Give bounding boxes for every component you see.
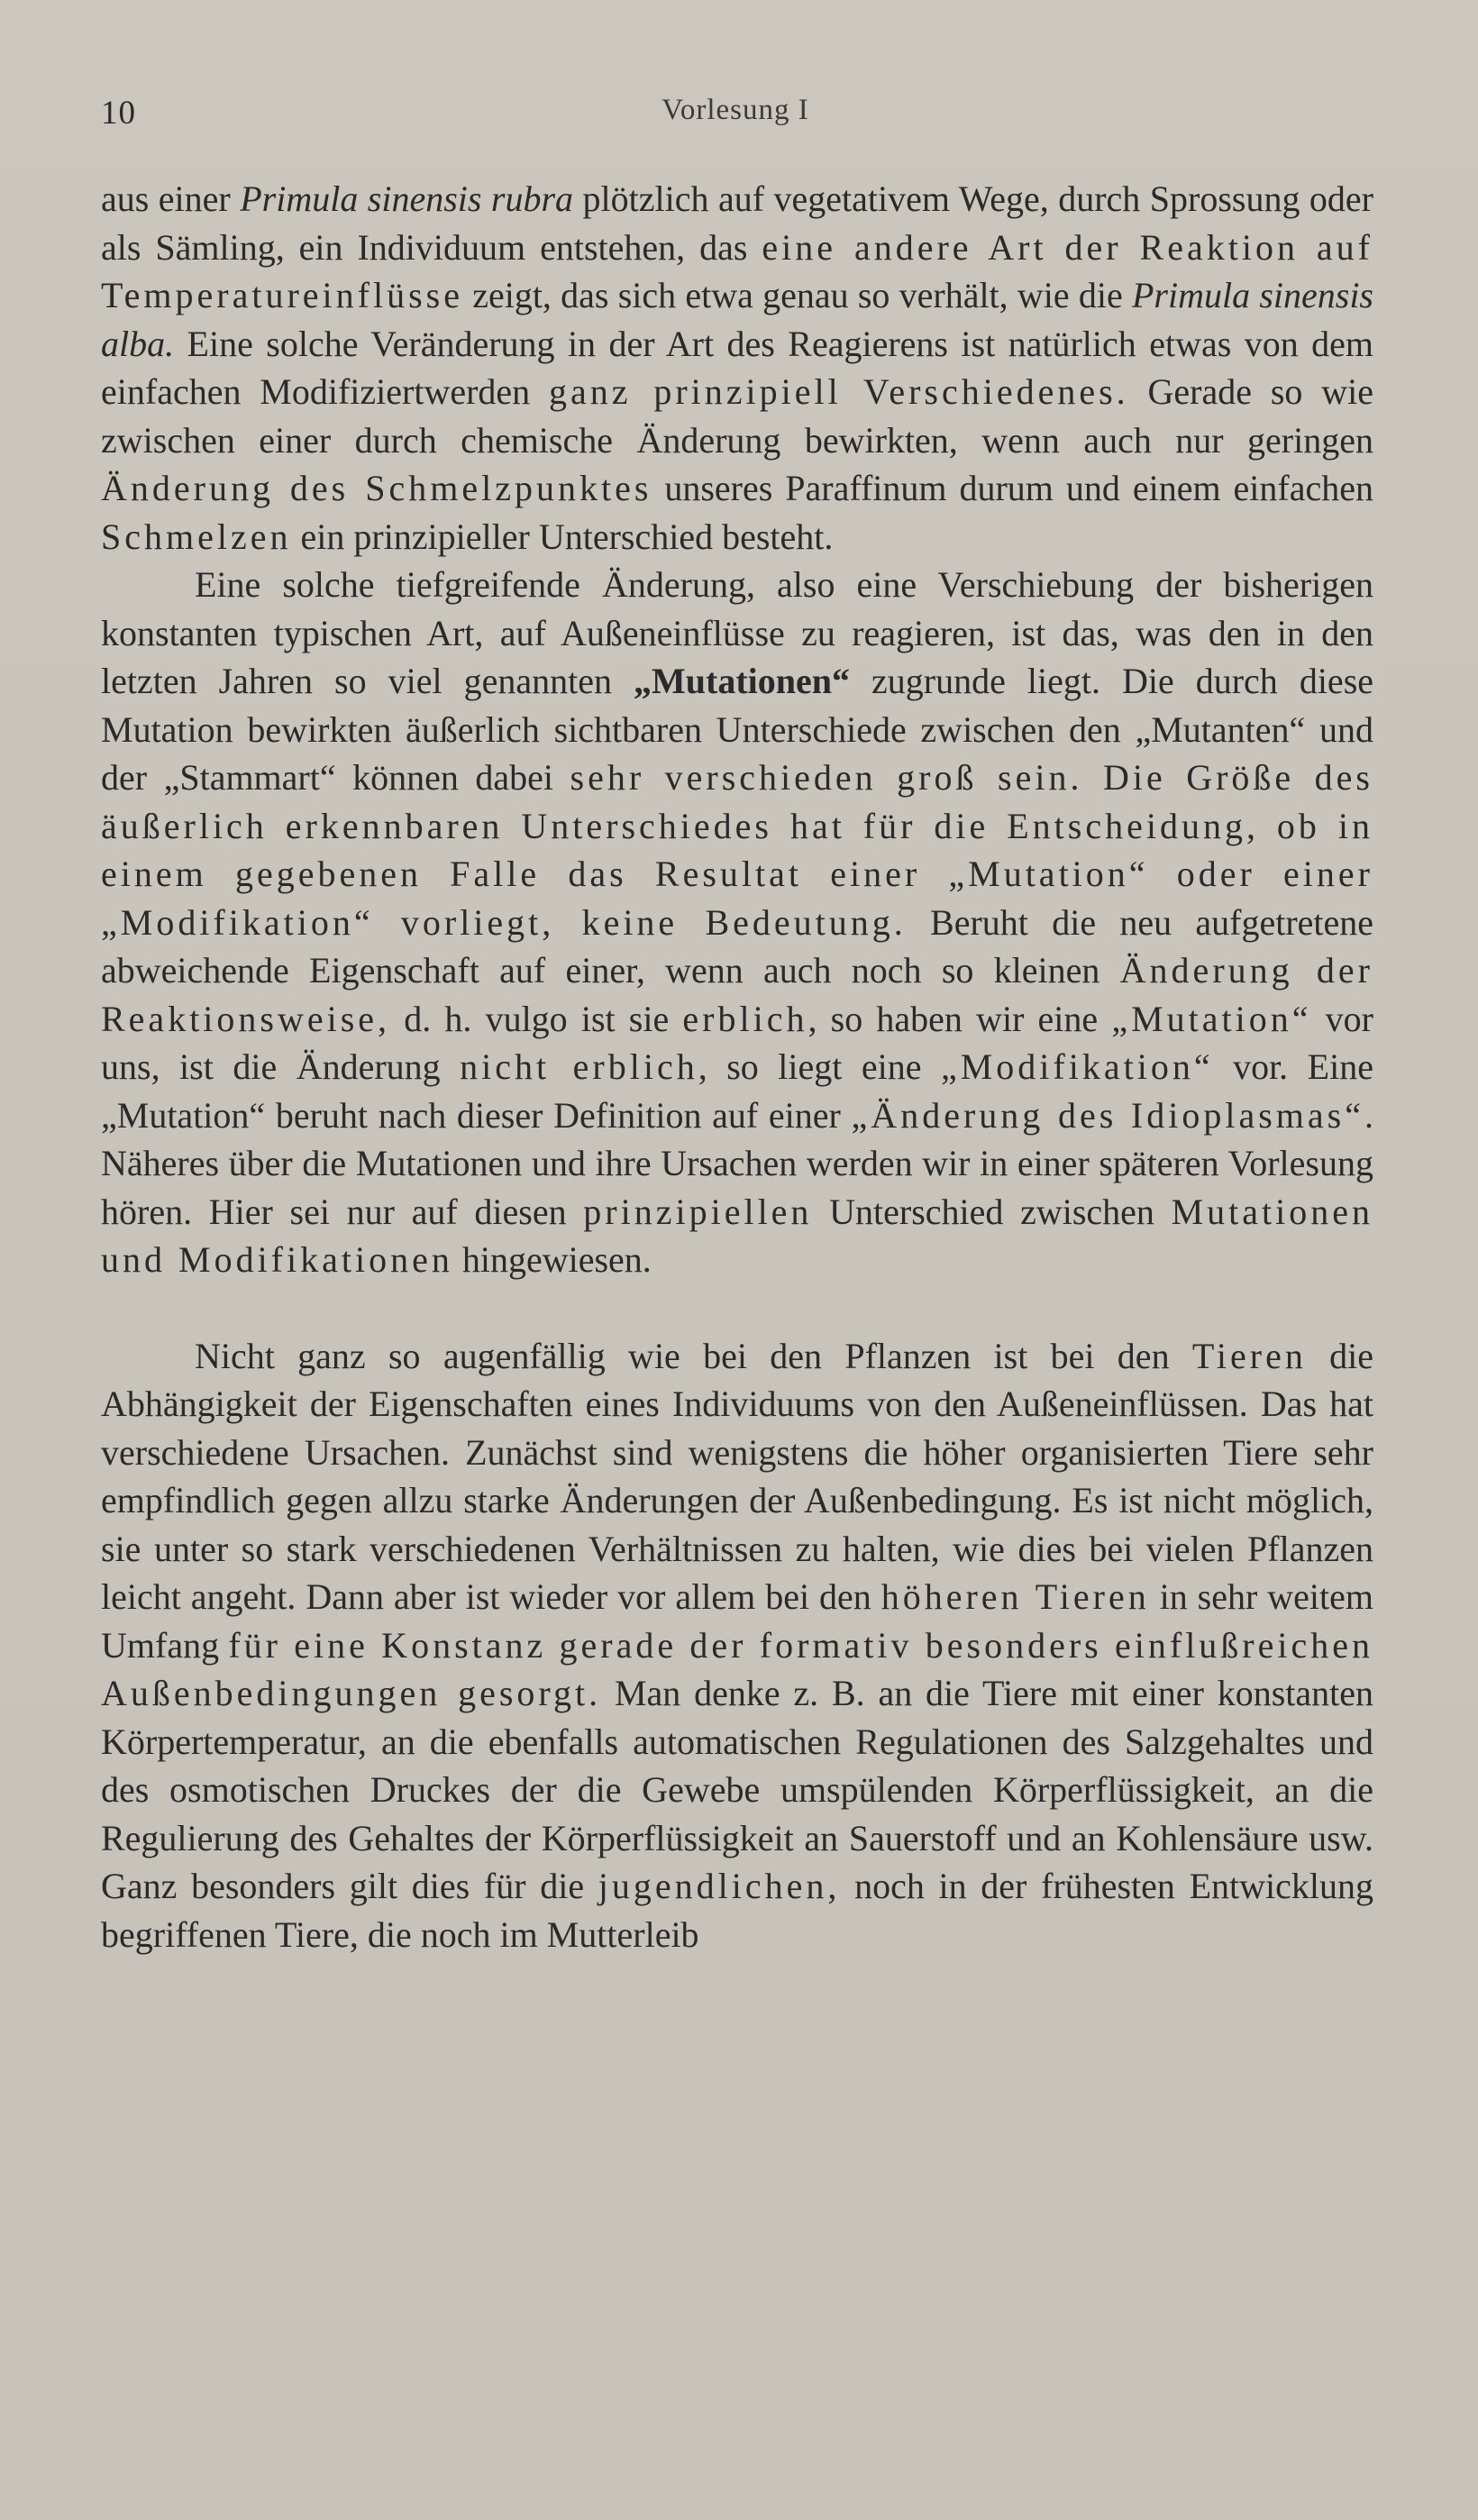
spaced-run: ganz prinzipiell Verschiedenes. bbox=[549, 371, 1129, 412]
text-run: vor. Eine „Mutation“ beruht nach dieser Definition auf einer bbox=[101, 1046, 1373, 1136]
text-run: vor uns, ist die Änderung bbox=[101, 998, 1374, 1087]
text-run: Gerade so wie zwischen einer durch chemische Änderung bewirkten, wenn auch nur geringen bbox=[101, 371, 1373, 461]
spaced-run: „Änderung des Idioplasmas“ bbox=[851, 1094, 1364, 1136]
spaced-run: „Mutation“ bbox=[1111, 998, 1312, 1039]
text-run: ein prinzipieller Unterschied besteht. bbox=[291, 516, 834, 557]
spaced-run: prinzipiellen bbox=[583, 1191, 813, 1232]
text-run: . Näheres über die Mutationen und ihre Ursachen werden wir in einer späteren Vorlesung hören. Hier sei nur auf diesen bbox=[101, 1094, 1373, 1232]
spaced-run: Tieren bbox=[1191, 1335, 1307, 1376]
text-run: Nicht ganz so augenfällig wie bei den Pflanzen ist bei den bbox=[195, 1335, 1192, 1376]
text-run: noch in der frühesten Entwicklung begriffenen Tiere, die noch im Mutterleib bbox=[101, 1866, 1373, 1955]
spaced-run: höheren Tieren bbox=[880, 1576, 1150, 1617]
italic-run: Primula sinensis rubra bbox=[240, 178, 574, 219]
text-run: Eine solche Veränderung in der Art des Reagierens ist natürlich etwas von dem einfachen Modifiziertwerden bbox=[101, 323, 1373, 412]
spaced-run: Schmelzen bbox=[101, 516, 292, 557]
page-body bbox=[101, 175, 1373, 1958]
text-run: Beruht die neu aufgetretene abweichende Eigenschaft auf einer, wenn auch noch so kleinen bbox=[101, 901, 1374, 991]
text-run: , so haben wir eine bbox=[807, 998, 1112, 1039]
paragraph-3 bbox=[101, 1332, 1373, 1959]
text-run: aus einer bbox=[101, 178, 241, 219]
text-run: in sehr weitem Umfang bbox=[101, 1576, 1373, 1666]
spaced-run: erblich bbox=[682, 998, 808, 1039]
spaced-run: nicht erblich bbox=[460, 1046, 698, 1087]
spaced-run: sehr verschieden groß sein. Die Größe des äußerlich erkennbaren Unterschiedes hat für die Entscheidung, ob in einem gegebenen Falle das Resultat einer „Mutation“ oder einer „Modifikation“ vorliegt, keine Bedeutung. bbox=[101, 757, 1373, 943]
spaced-run: Mutationen und Modifikationen bbox=[101, 1191, 1374, 1280]
text-run: unseres Paraffinum durum und einem einfachen bbox=[652, 468, 1373, 508]
text-run: zeigt, das sich etwa genau so verhält, wie die bbox=[462, 275, 1132, 315]
text-run: Eine solche tiefgreifende Änderung, also eine Verschiebung der bisherigen konstanten typischen Art, auf Außeneinflüsse zu reagieren, ist das, was den in den letzten Jahren so viel genannten bbox=[101, 564, 1373, 701]
spaced-run: Änderung der Reaktionsweise, bbox=[101, 950, 1373, 1039]
text-run: die Abhängigkeit der Eigenschaften eines Individuums von den Außeneinflüssen. Das hat verschiedene Ursachen. Zunächst sind wenigstens die höher organisierten Tiere sehr empfindlich gegen allzu starke Änderungen der Außenbedingung. Es ist nicht möglich, sie unter so stark verschiedenen Verhältnissen zu halten, wie dies bei vielen Pflanzen leicht angeht. Dann aber ist wieder vor allem bei den bbox=[101, 1335, 1373, 1617]
running-head: Vorlesung I bbox=[661, 94, 809, 126]
bold-run: „Mutationen“ bbox=[634, 661, 850, 701]
text-run: zugrunde liegt. Die durch diese Mutation bewirkten äußerlich sichtbaren Unterschiede zwischen den „Mutanten“ und der „Stammart“ können dabei bbox=[101, 661, 1374, 798]
spaced-run: eine andere Art der Reaktion auf Temperatureinflüsse bbox=[101, 226, 1373, 315]
paragraph-1 bbox=[101, 175, 1373, 561]
text-run: d. h. vulgo ist sie bbox=[390, 998, 683, 1039]
text-run: Man denke z. B. an die Tiere mit einer konstanten Körpertemperatur, an die ebenfalls automatischen Regulationen des Salzgehaltes und des osmotischen Druckes der die Gewebe umspülenden Körperflüssigkeit, an die Regulierung des Gehaltes der Körperflüssigkeit an Sauerstoff und an Kohlensäure usw. Ganz besonders gilt dies für die bbox=[101, 1673, 1374, 1906]
text-run: Unterschied zwischen bbox=[812, 1191, 1172, 1232]
paragraph-2 bbox=[101, 561, 1373, 1284]
spaced-run: „Modifikation“ bbox=[940, 1046, 1214, 1087]
text-run: hingewiesen. bbox=[452, 1239, 652, 1280]
text-run: plötzlich auf vegetativem Wege, durch Sprossung oder als Sämling, ein Individuum entstehen, das bbox=[101, 178, 1374, 268]
page-number: 10 bbox=[101, 95, 136, 132]
spaced-run: für eine Konstanz gerade der formativ besonders einflußreichen Außenbedingungen gesorgt. bbox=[101, 1624, 1373, 1713]
text-run: , so liegt eine bbox=[698, 1046, 941, 1087]
spaced-run: jugendlichen, bbox=[598, 1866, 841, 1906]
spaced-run: Änderung des Schmelzpunktes bbox=[101, 468, 652, 508]
page-header bbox=[101, 94, 1370, 139]
italic-run: Primula sinensis alba. bbox=[101, 275, 1374, 364]
